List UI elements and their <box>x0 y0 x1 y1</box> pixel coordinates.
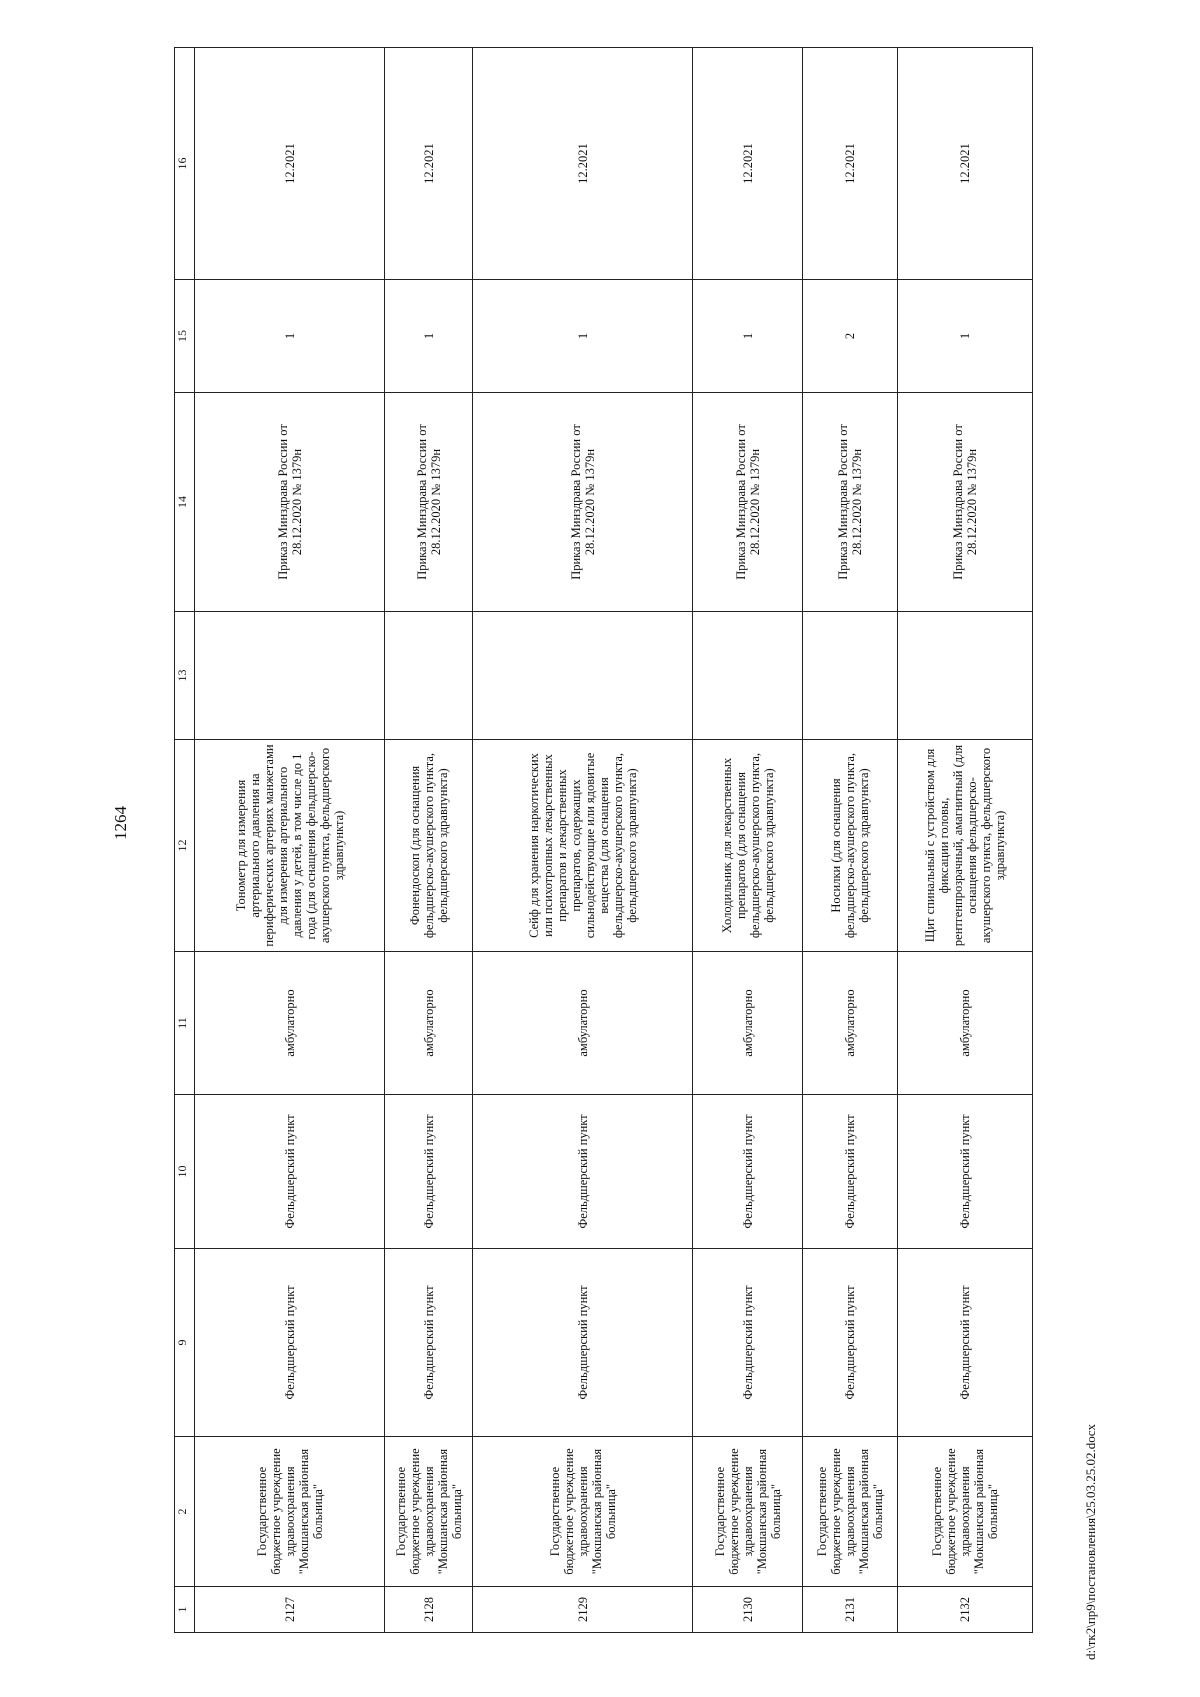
date-cell: 12.2021 <box>385 48 473 280</box>
date-cell: 12.2021 <box>693 48 803 280</box>
institution-cell: Государственное бюджетное учреждение здравоохранения "Мокшанская районная больница" <box>898 1437 1033 1587</box>
table-row <box>385 48 473 1633</box>
equipment-cell: Сейф для хранения наркотических или психотропных лекарственных препаратов и лекарственных препаратов, содержащих сильнодействующие или ядовитые вещества (для оснащения фельдшерско-акушерского пункта, фельдшерского здравпункта) <box>473 740 693 952</box>
care-type-cell: амбулаторно <box>803 952 898 1095</box>
column-number: 10 <box>175 1095 195 1249</box>
row-number-cell: 2129 <box>473 1587 693 1633</box>
quantity-cell: 2 <box>803 280 898 393</box>
equipment-cell: Холодильник для лекарственных препаратов (для оснащения фельдшерско-акушерского пункта, фельдшерского здравпункта) <box>693 740 803 952</box>
institution-cell: Государственное бюджетное учреждение здравоохранения "Мокшанская районная больница" <box>693 1437 803 1587</box>
institution-cell: Государственное бюджетное учреждение здравоохранения "Мокшанская районная больница" <box>195 1437 385 1587</box>
unit-cell: Фельдшерский пункт <box>693 1249 803 1437</box>
institution-cell: Государственное бюджетное учреждение здравоохранения "Мокшанская районная больница" <box>385 1437 473 1587</box>
document-table-container <box>174 48 1028 1633</box>
table-row <box>473 48 693 1633</box>
quantity-cell: 1 <box>385 280 473 393</box>
date-cell: 12.2021 <box>898 48 1033 280</box>
unit-cell: Фельдшерский пункт <box>195 1249 385 1437</box>
empty-cell <box>693 612 803 740</box>
row-number-cell: 2127 <box>195 1587 385 1633</box>
care-type-cell: амбулаторно <box>693 952 803 1095</box>
standard-cell: Приказ Минздрава России от 28.12.2020 № 1379н <box>803 393 898 612</box>
row-number-cell: 2131 <box>803 1587 898 1633</box>
empty-cell <box>473 612 693 740</box>
standard-cell: Приказ Минздрава России от 28.12.2020 № 1379н <box>195 393 385 612</box>
file-path-footer: d:\тк2\пр9\постановления\25.03.25.02.docx <box>1083 1423 1098 1660</box>
empty-cell <box>898 612 1033 740</box>
table-row <box>693 48 803 1633</box>
column-number: 9 <box>175 1249 195 1437</box>
subunit-cell: Фельдшерский пункт <box>195 1095 385 1249</box>
standard-cell: Приказ Минздрава России от 28.12.2020 № 1379н <box>693 393 803 612</box>
subunit-cell: Фельдшерский пункт <box>385 1095 473 1249</box>
date-cell: 12.2021 <box>195 48 385 280</box>
unit-cell: Фельдшерский пункт <box>803 1249 898 1437</box>
column-number: 11 <box>175 952 195 1095</box>
institution-cell: Государственное бюджетное учреждение здравоохранения "Мокшанская районная больница" <box>803 1437 898 1587</box>
quantity-cell: 1 <box>898 280 1033 393</box>
unit-cell: Фельдшерский пункт <box>385 1249 473 1437</box>
quantity-cell: 1 <box>693 280 803 393</box>
care-type-cell: амбулаторно <box>195 952 385 1095</box>
column-number: 1 <box>175 1587 195 1633</box>
table-row <box>898 48 1033 1633</box>
page-number: 1264 <box>111 806 130 840</box>
row-number-cell: 2130 <box>693 1587 803 1633</box>
date-cell: 12.2021 <box>803 48 898 280</box>
subunit-cell: Фельдшерский пункт <box>693 1095 803 1249</box>
column-number: 2 <box>175 1437 195 1587</box>
care-type-cell: амбулаторно <box>385 952 473 1095</box>
standard-cell: Приказ Минздрава России от 28.12.2020 № 1379н <box>473 393 693 612</box>
empty-cell <box>385 612 473 740</box>
row-number-cell: 2128 <box>385 1587 473 1633</box>
equipment-cell: Щит спинальный с устройством для фиксации головы, рентгенпрозрачный, амагнитный (для оснащения фельдшерско-акушерского пункта, фельдшерского здравпункта) <box>898 740 1033 952</box>
empty-cell <box>195 612 385 740</box>
equipment-cell: Фонендоскоп (для оснащения фельдшерско-акушерского пункта, фельдшерского здравпункта) <box>385 740 473 952</box>
column-number: 13 <box>175 612 195 740</box>
care-type-cell: амбулаторно <box>898 952 1033 1095</box>
column-number: 12 <box>175 740 195 952</box>
quantity-cell: 1 <box>195 280 385 393</box>
table-row <box>195 48 385 1633</box>
unit-cell: Фельдшерский пункт <box>898 1249 1033 1437</box>
row-number-cell: 2132 <box>898 1587 1033 1633</box>
quantity-cell: 1 <box>473 280 693 393</box>
subunit-cell: Фельдшерский пункт <box>898 1095 1033 1249</box>
table-row <box>803 48 898 1633</box>
date-cell: 12.2021 <box>473 48 693 280</box>
column-number-row <box>175 48 195 1633</box>
document-table <box>174 47 1033 1633</box>
equipment-cell: Тонометр для измерения артериального давления на периферических артериях манжетами для измерения артериального давления у детей, в том числе до 1 года (для оснащения фельдшерско-акушерского пункта, фельдшерского здравпункта) <box>195 740 385 952</box>
empty-cell <box>803 612 898 740</box>
equipment-cell: Носилки (для оснащения фельдшерско-акушерского пункта, фельдшерского здравпункта) <box>803 740 898 952</box>
column-number: 16 <box>175 48 195 280</box>
standard-cell: Приказ Минздрава России от 28.12.2020 № 1379н <box>385 393 473 612</box>
care-type-cell: амбулаторно <box>473 952 693 1095</box>
column-number: 15 <box>175 280 195 393</box>
subunit-cell: Фельдшерский пункт <box>803 1095 898 1249</box>
unit-cell: Фельдшерский пункт <box>473 1249 693 1437</box>
institution-cell: Государственное бюджетное учреждение здравоохранения "Мокшанская районная больница" <box>473 1437 693 1587</box>
standard-cell: Приказ Минздрава России от 28.12.2020 № 1379н <box>898 393 1033 612</box>
subunit-cell: Фельдшерский пункт <box>473 1095 693 1249</box>
column-number: 14 <box>175 393 195 612</box>
